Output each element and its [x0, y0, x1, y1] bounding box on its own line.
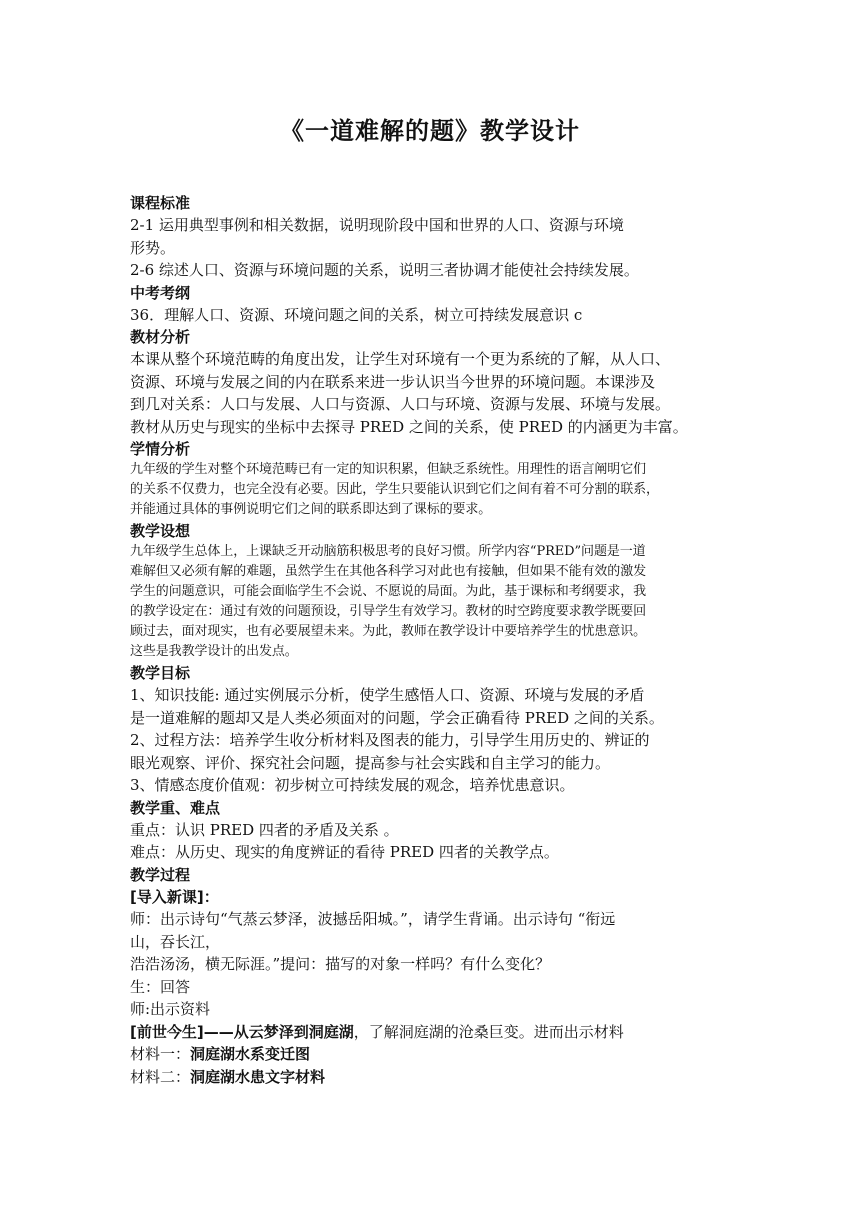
process-line-2: 山，吞长江，: [130, 932, 221, 951]
section-heading-exam: 中考考纲: [130, 283, 191, 302]
exam-line-1: 36．理解人口、资源、环境问题之间的关系，树立可持续发展意识 c: [130, 305, 583, 324]
textbook-line: 教材从历史与现实的坐标中去探寻 PRED 之间的关系，使 PRED 的内涵更为丰富。: [130, 417, 688, 436]
section-heading-textbook: 教材分析: [130, 328, 191, 346]
goals-line: 3、情感态度价值观：初步树立可持续发展的观念，培养忧患意识。: [130, 776, 575, 794]
section-heading-process: 教学过程: [130, 865, 191, 884]
keypoints-line-1: 重点：认识 PRED 四者的矛盾及关系 。: [130, 820, 399, 839]
goals-line: 1、知识技能: 通过实例展示分析，使学生感悟人口、资源、环境与发展的矛盾: [130, 686, 645, 704]
curriculum-line-3: 2-6 综述人口、资源与环境问题的关系，说明三者协调才能使社会持续发展。: [130, 261, 639, 279]
material-1-line: [130, 1043, 740, 1066]
section-heading-keypoints: 教学重、难点: [130, 798, 221, 817]
document-title: 《一道难解的题》教学设计: [280, 117, 580, 145]
concept-line: 的教学设定在：通过有效的问题预设，引导学生有效学习。教材的时空跨度要求教学既要回: [130, 604, 647, 619]
keypoints-line-2: 难点：从历史、现实的角度辨证的看待 PRED 四者的关教学点。: [130, 843, 559, 861]
textbook-line: 到几对关系：人口与发展、人口与资源、人口与环境、资源与发展、环境与发展。: [130, 395, 671, 413]
intro-label: [导入新课]：: [130, 887, 219, 906]
material-1-title: 洞庭湖水系变迁图: [190, 1045, 311, 1063]
curriculum-line-1: 2-1 运用典型事例和相关数据，说明现阶段中国和世界的人口、资源与环境: [130, 216, 624, 234]
past-present-line: [130, 1021, 740, 1044]
section-heading-goals: 教学目标: [130, 664, 191, 682]
process-line-4: 生：回答: [130, 977, 191, 996]
material-2-line: [130, 1066, 740, 1089]
process-line-3: 浩浩汤汤，横无际涯。”提问：描写的对象一样吗？有什么变化？: [130, 955, 551, 973]
document-body: [130, 192, 740, 1088]
concept-line: 这些是我教学设计的出发点。: [130, 644, 298, 659]
goals-line: 眼光观察、评价、探究社会问题，提高参与社会实践和自主学习的能力。: [130, 753, 611, 772]
section-heading-concept: 教学设想: [130, 522, 191, 540]
concept-line: 学生的问题意识，可能会面临学生不会说、不愿说的局面。为此，基于课标和考纲要求，我: [130, 584, 647, 599]
students-line: 并能通过具体的事例说明它们之间的联系即达到了课标的要求。: [130, 502, 492, 517]
material-2-title: 洞庭湖水患文字材料: [190, 1067, 326, 1086]
textbook-line: 资源、环境与发展之间的内在联系来进一步认识当今世界的环境问题。本课涉及: [130, 372, 656, 391]
past-present-label: [前世今生]——从云梦泽到洞庭湖: [130, 1022, 354, 1041]
goals-line: 是一道难解的题却又是人类必须面对的问题，学会正确看待 PRED 之间的关系。: [130, 708, 664, 727]
students-line: 九年级的学生对整个环境范畴已有一定的知识积累，但缺乏系统性。用理性的语言阐明它们: [130, 462, 647, 477]
section-heading-students: 学情分析: [130, 440, 191, 458]
process-line-5: 师:出示资料: [130, 1000, 211, 1018]
curriculum-line-2: 形势。: [130, 238, 176, 257]
concept-line: 顾过去，面对现实，也有必要展望未来。为此，教师在教学设计中要培养学生的忧患意识。: [130, 624, 647, 639]
goals-line: 2、过程方法：培养学生收分析材料及图表的能力，引导学生用历史的、辨证的: [130, 731, 650, 749]
past-present-rest: ，了解洞庭湖的沧桑巨变。进而出示材料: [353, 1022, 624, 1041]
concept-line: 九年级学生总体上，上课缺乏开动脑筋积极思考的良好习惯。所学内容“PRED”问题是一道: [130, 544, 646, 559]
students-line: 的关系不仅费力，也完全没有必要。因此，学生只要能认识到它们之间有着不可分割的联系，: [130, 482, 659, 497]
material-1-prefix: 材料一：: [130, 1045, 191, 1063]
material-2-prefix: 材料二：: [130, 1067, 191, 1086]
concept-line: 难解但又必须有解的难题，虽然学生在其他各科学习对此也有接触，但如果不能有效的激发: [130, 564, 647, 579]
textbook-line: 本课从整个环境范畴的角度出发，让学生对环境有一个更为系统的了解，从人口、: [130, 350, 671, 368]
section-heading-curriculum: 课程标准: [130, 194, 191, 212]
process-line-1: 师：出示诗句“气蒸云梦泽，波撼岳阳城。”，请学生背诵。出示诗句 “衔远: [130, 910, 616, 928]
